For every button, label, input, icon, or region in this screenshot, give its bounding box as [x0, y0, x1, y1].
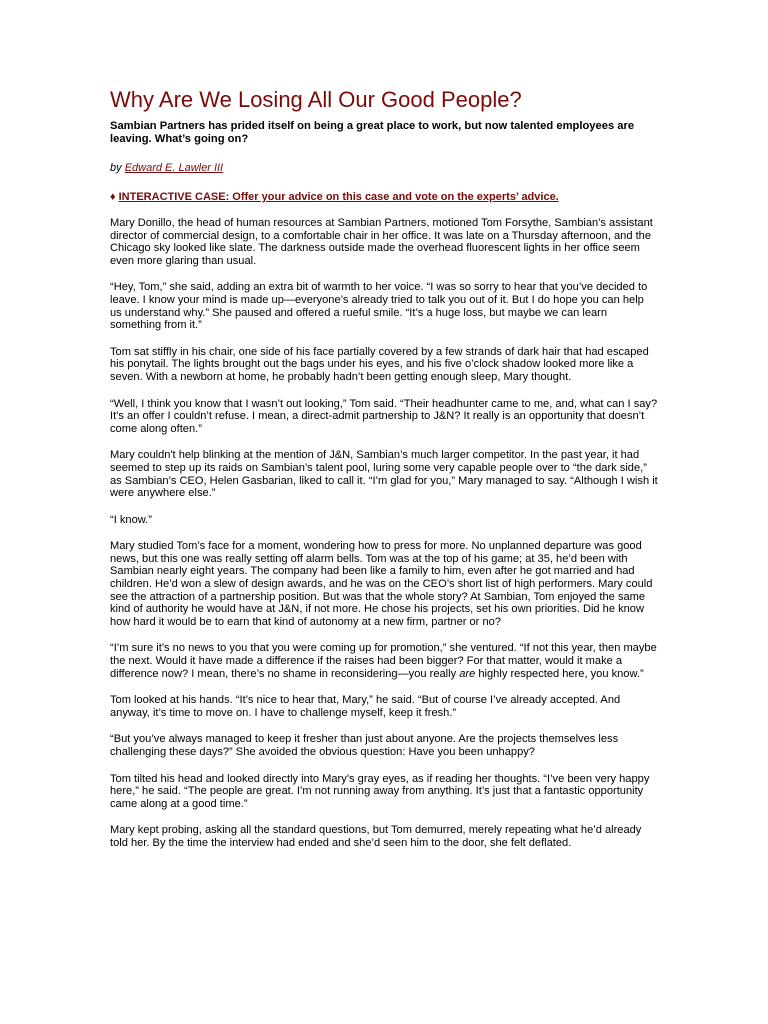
paragraph-8-end: highly respected here, you know.” [475, 667, 644, 680]
article-subtitle: Sambian Partners has prided itself on being a great place to work, but now talented employees are leaving. What’s going on? [110, 120, 635, 145]
paragraph-1: Mary Donillo, the head of human resources at Sambian Partners, motioned Tom Forsythe, Sambian’s assistant director of commercial design, to a comfortable chair in her office. It was late on a Thursday afternoon, and the Chicago sky looked like slate. The darkness outside made the overhead fluorescent lights in her office seem even more glaring than usual. [110, 217, 653, 267]
paragraph-10: “But you’ve always managed to keep it fresher than just about anyone. Are the projects themselves less challenging these days?” She avoided the obvious question: Have you been unhappy? [110, 733, 619, 758]
interactive-case [110, 190, 658, 204]
byline [110, 161, 658, 175]
paragraph-7: Mary studied Tom’s face for a moment, wondering how to press for more. No unplanned departure was good news, but this one was really setting off alarm bells. Tom was at the top of his game; at 35, he’d been with Sambian nearly eight years. The company had been like a family to him, even after he got married and had children. He’d won a slew of design awards, and he was on the CEO’s short list of high performers. Mary could see the attraction of a partnership position. But was that the whole story? At Sambian, Tom enjoyed the same kind of authority he would have at J&N, if not more. He chose his projects, set his own priorities. Did he know how hard it would be to earn that kind of autonomy at a new firm, partner or no? [110, 540, 653, 628]
article-title: Why Are We Losing All Our Good People? [110, 87, 522, 112]
paragraph-2: “Hey, Tom,” she said, adding an extra bit of warmth to her voice. “I was so sorry to hear that you’ve decided to leave. I know your mind is made up—everyone’s already tried to talk you out of it. But I do hope you can help us understand why.” She paused and offered a rueful smile. “It’s a huge loss, but maybe we can learn something from it.” [110, 281, 648, 332]
interactive-case-link[interactable]: INTERACTIVE CASE: Offer your advice on this case and vote on the experts’ advice. [118, 191, 559, 203]
story-body [110, 217, 658, 850]
paragraph-9: Tom looked at his hands. “It’s nice to hear that, Mary,” he said. “But of course I’ve already accepted. And anyway, it’s time to move on. I have to challenge myself, keep it fresh.” [110, 694, 621, 719]
paragraph-8 [110, 642, 658, 680]
diamond-bullet-icon: ♦ [110, 191, 116, 203]
paragraph-3: Tom sat stiffly in his chair, one side of his face partially covered by a few strands of dark hair that had escaped his ponytail. The lights brought out the bags under his eyes, and his five o’clock shadow looked more like a seven. With a newborn at home, he probably hadn’t been getting enough sleep, Mary thought. [110, 345, 649, 383]
author-link[interactable]: Edward E. Lawler III [124, 162, 224, 174]
paragraph-5: Mary couldn't help blinking at the mention of J&N, Sambian’s much larger competitor. In the past year, it had seemed to step up its raids on Sambian’s talent pool, luring some very capable people over to “the dark side,” as Sambian’s CEO, Helen Gasbarian, liked to call it. “I’m glad for you,” Mary managed to say. “Although I wish it were anywhere else.” [110, 449, 658, 500]
paragraph-8-start: “I’m sure it’s no news to you that you were coming up for promotion,” she ventured. “If not this year, then maybe the next. Would it have made a difference if the raises had been bigger? For that matter, would it make a difference now? I mean, there’s no shame in reconsidering—you really [110, 642, 657, 680]
paragraph-8-emphasis: are [459, 667, 476, 680]
paragraph-12: Mary kept probing, asking all the standard questions, but Tom demurred, merely repeating what he’d already told her. By the time the interview had ended and she’d seen him to the door, she felt deflated. [110, 824, 642, 849]
paragraph-6: “I know.” [110, 513, 152, 526]
byline-prefix: by [110, 162, 122, 174]
paragraph-11: Tom tilted his head and looked directly into Mary’s gray eyes, as if reading her thoughts. “I’ve been very happy here,” he said. “The people are great. I’m not running away from anything. It’s just that a fantastic opportunity came along at a good time.” [110, 772, 650, 810]
article [110, 86, 658, 864]
paragraph-4: “Well, I think you know that I wasn’t out looking,” Tom said. “Their headhunter came to me, and, what can I say? It’s an offer I couldn’t refuse. I mean, a direct-admit partnership to J&N? It really is an opportunity that doesn’t come along often.” [110, 397, 658, 435]
